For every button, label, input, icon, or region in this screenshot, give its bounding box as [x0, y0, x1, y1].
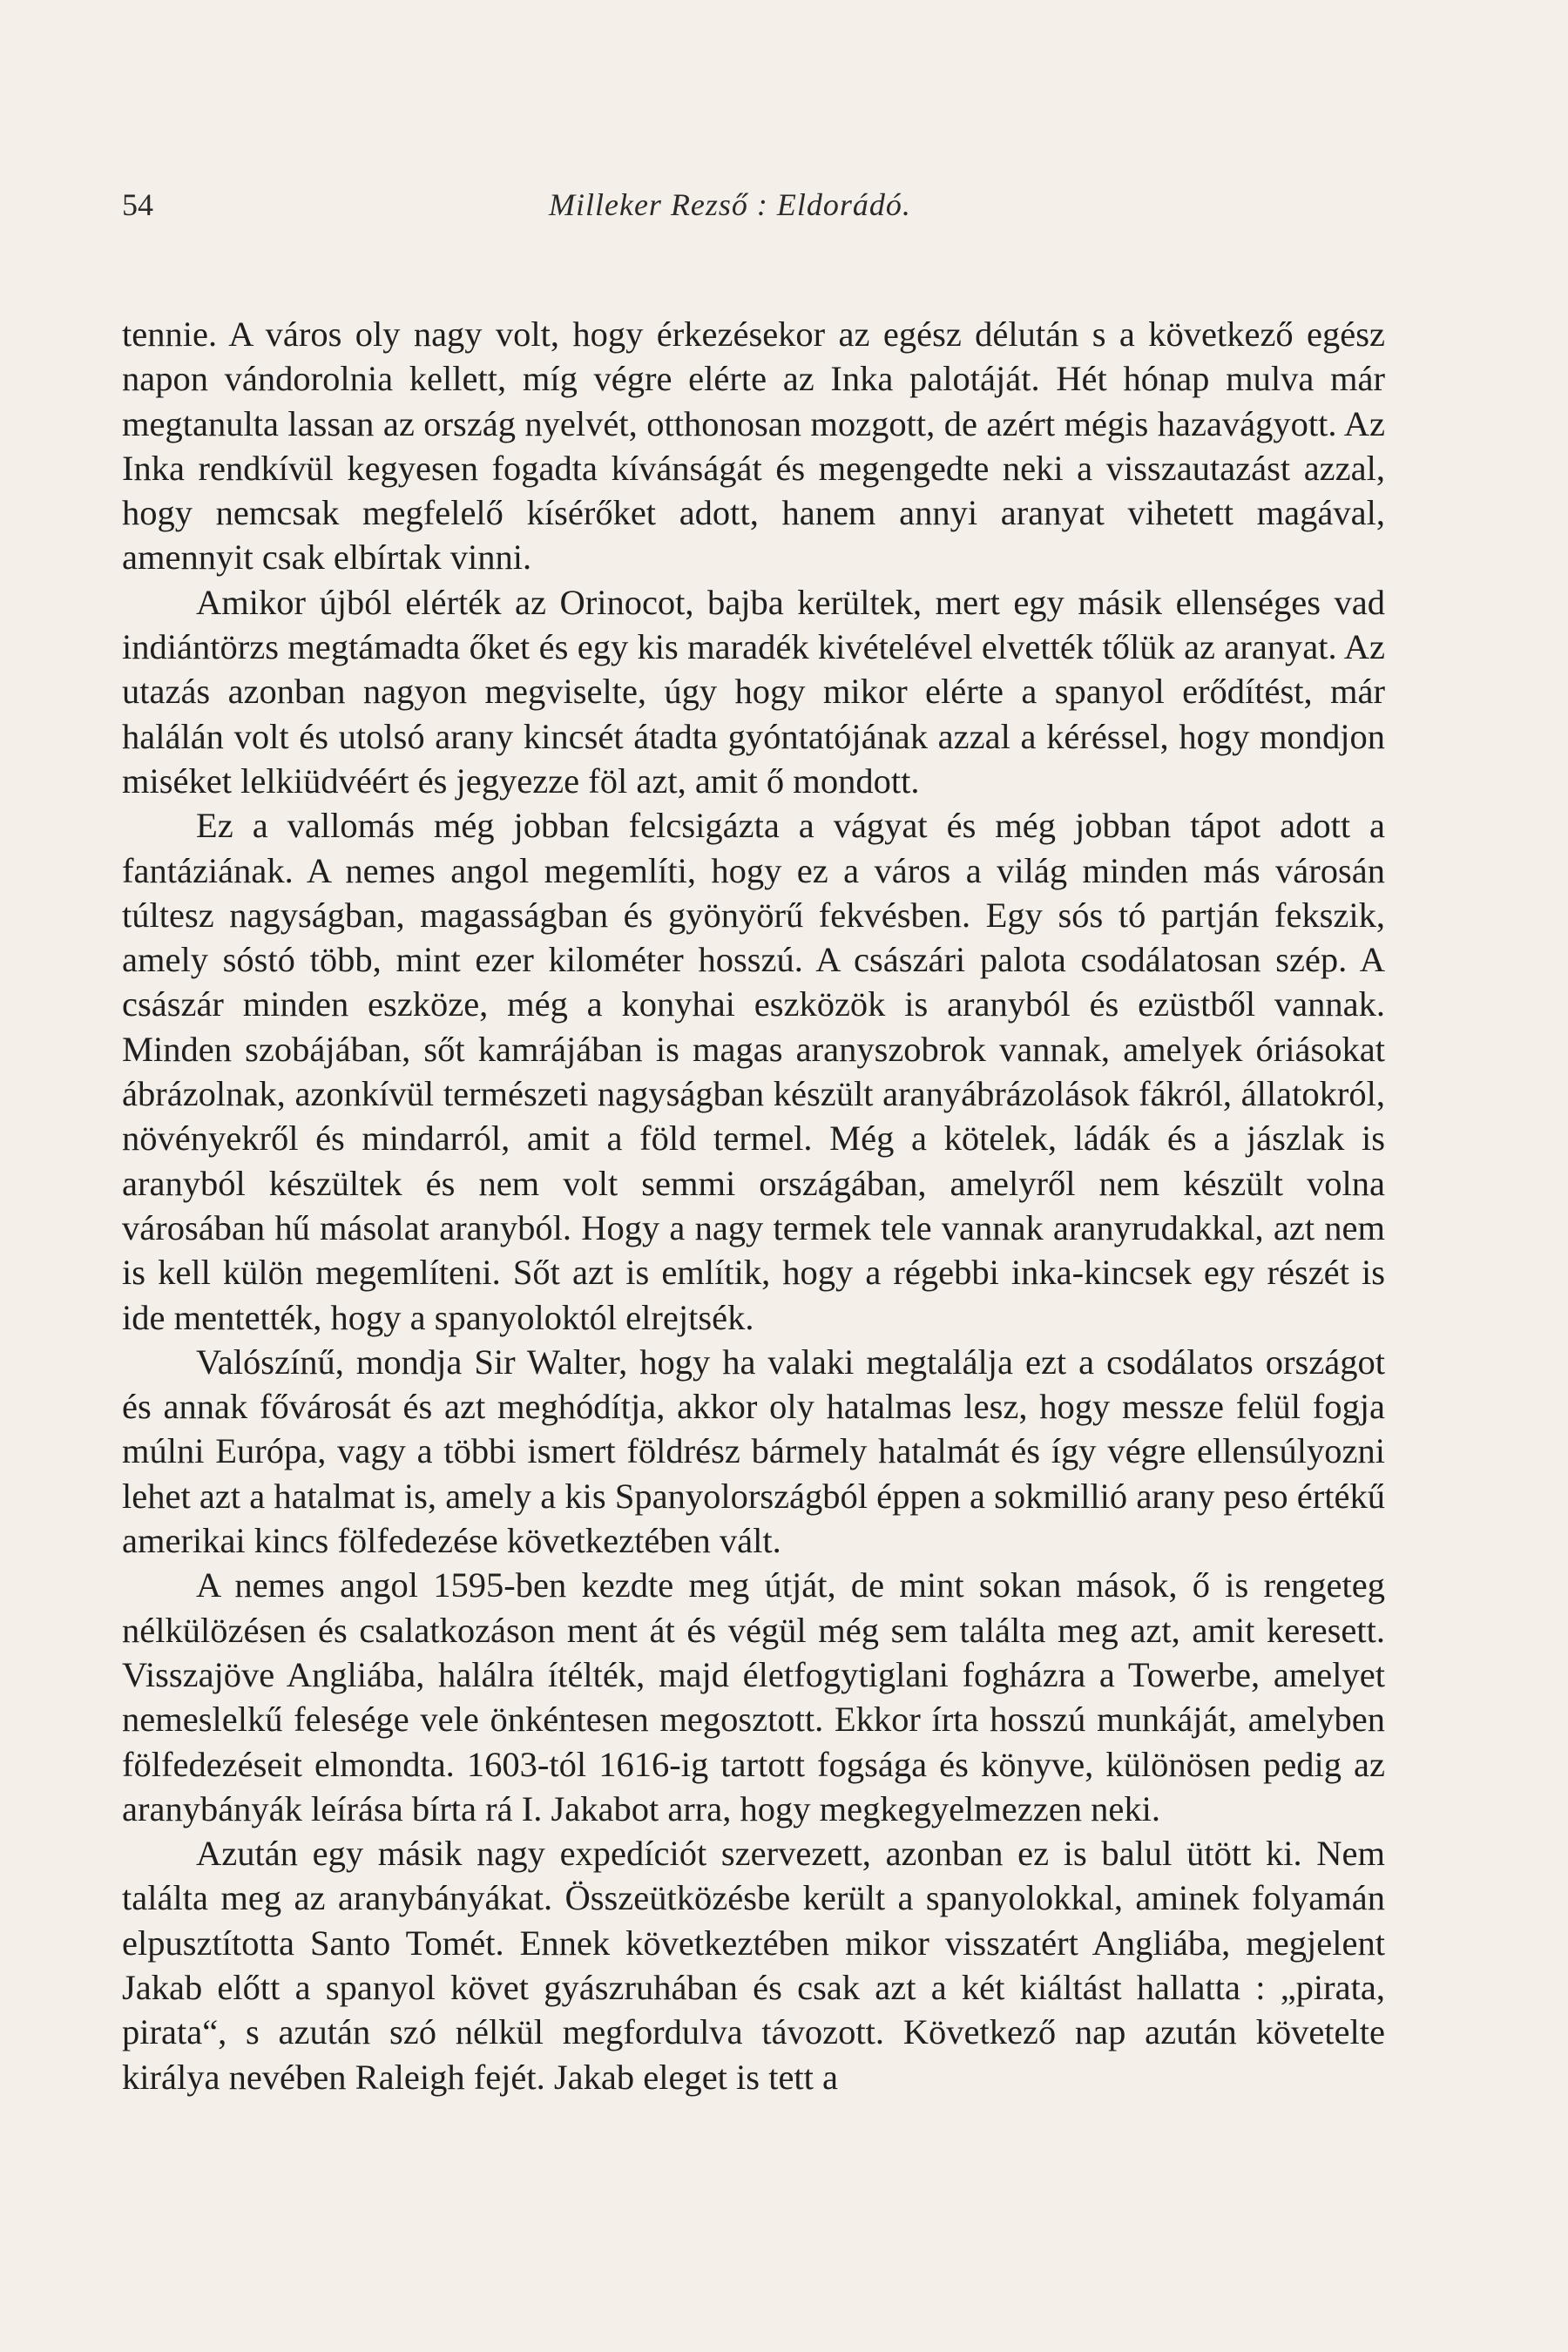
page-header	[122, 186, 1385, 239]
paragraph: A nemes angol 1595-ben kezdte meg útját, de mint sokan mások, ő is rengeteg nélkülözésen és csalatkozáson ment át és végül még sem találta meg azt, amit keresett. Visszajöve Angliába, halálra ítélték, majd életfogytiglani fogházra a Towerbe, amelyet nemeslelkű felesége vele önkéntesen megosztott. Ekkor írta hosszú munkáját, amelyben fölfedezéseit elmondta. 1603-tól 1616-ig tartott fogsága és könyve, különösen pedig az aranybányák leírása bírta rá I. Jakabot arra, hogy megkegyelmezzen neki.	[122, 1565, 1385, 1828]
page-number: 54	[122, 187, 153, 222]
body-text	[122, 312, 1385, 2099]
paragraph: tennie. A város oly nagy volt, hogy érkezésekor az egész délután s a következő egész napon vándorolnia kellett, míg végre elérte az Inka palotáját. Hét hónap mulva már megtanulta lassan az ország nyelvét, otthonosan mozgott, de azért mégis hazavágyott. Az Inka rendkívül kegyesen fogadta kívánságát és megengedte neki a visszautazást azzal, hogy nemcsak megfelelő kísérőket adott, hanem annyi aranyat vihetett magával, amennyit csak elbírtak vinni.	[122, 314, 1385, 578]
paragraph: Amikor újból elérték az Orinocot, bajba kerültek, mert egy másik ellenséges vad indiántörzs megtámadta őket és egy kis maradék kivételével elvették tőlük az aranyat. Az utazás azonban nagyon megviselte, úgy hogy mikor elérte a spanyol erődítést, már halálán volt és utolsó arany kincsét átadta gyóntatójának azzal a kéréssel, hogy mondjon miséket lelkiüdvéért és jegyezze föl azt, amit ő mondott.	[122, 582, 1385, 801]
running-title: Milleker Rezső : Eldorádó.	[549, 187, 911, 222]
paragraph: Valószínű, mondja Sir Walter, hogy ha valaki megtalálja ezt a csodálatos országot és annak fővárosát és azt meghódítja, akkor oly hatalmas lesz, hogy messze felül fogja múlni Európa, vagy a többi ismert földrész bármely hatalmát és így végre ellensúlyozni lehet azt a hatalmat is, amely a kis Spanyolországból éppen a sokmillió arany peso értékű amerikai kincs fölfedezése következtében vált.	[122, 1342, 1385, 1561]
paragraph: Ez a vallomás még jobban felcsigázta a vágyat és még jobban tápot adott a fantáziának. A nemes angol megemlíti, hogy ez a város a világ minden más városán túltesz nagyságban, magasságban és gyönyörű fekvésben. Egy sós tó partján fekszik, amely sóstó több, mint ezer kilométer hosszú. A császári palota csodálatosan szép. A császár minden eszköze, még a konyhai eszközök is aranyból és ezüstből vannak. Minden szobájában, sőt kamrájában is magas aranyszobrok vannak, amelyek óriásokat ábrázolnak, azonkívül természeti nagyságban készült aranyábrázolások fákról, állatokról, növényekről és mindarról, amit a föld termel. Még a kötelek, ládák és a jászlak is aranyból készültek és nem volt semmi országában, amelyről nem készült volna városában hű másolat aranyból. Hogy a nagy termek tele vannak aranyrudakkal, azt nem is kell külön megemlíteni. Sőt azt is említik, hogy a régebbi inka-kincsek egy részét is ide mentették, hogy a spanyoloktól elrejtsék.	[122, 806, 1385, 1337]
paragraph: Azután egy másik nagy expedíciót szervezett, azonban ez is balul ütött ki. Nem találta meg az aranybányákat. Összeütközésbe került a spanyolokkal, aminek folyamán elpusztította Santo Tomét. Ennek következtében mikor visszatért Angliába, megjelent Jakab előtt a spanyol követ gyászruhában és csak azt a két kiáltást hallatta : „pirata, pirata“, s azután szó nélkül megfordulva távozott. Következő nap azután követelte királya nevében Raleigh fejét. Jakab eleget is tett a	[122, 1834, 1385, 2097]
